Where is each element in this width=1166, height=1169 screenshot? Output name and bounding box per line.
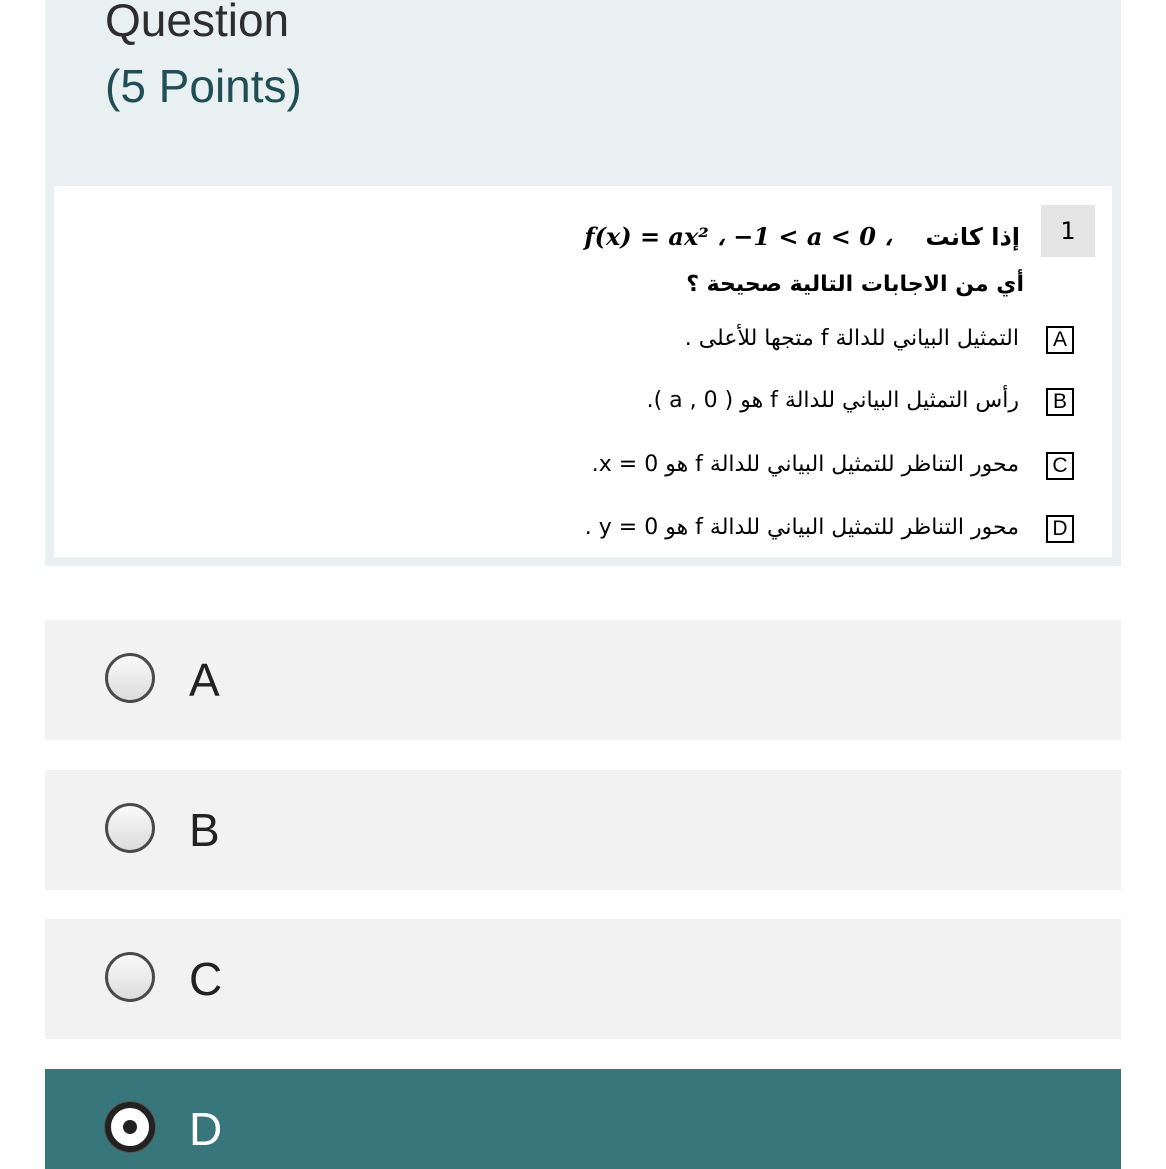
- stem-prefix: إذا كانت: [925, 223, 1020, 251]
- option-text-b: رأس التمثيل البياني للدالة f هو ( a , 0 ).: [646, 388, 1019, 413]
- radio-button-a[interactable]: [105, 653, 155, 703]
- option-text-c: محور التناظر للتمثيل البياني للدالة f هو x = 0.: [591, 452, 1019, 477]
- radio-button-d[interactable]: [105, 1102, 155, 1152]
- question-stem-line-2: أي من الاجابات التالية صحيحة ؟: [686, 272, 1024, 297]
- answer-option-a[interactable]: [45, 620, 1121, 740]
- question-points: (5 Points): [105, 60, 302, 112]
- answer-label-d: D: [189, 1103, 223, 1155]
- answer-label-a: A: [189, 654, 220, 706]
- option-box-c: C: [1046, 452, 1074, 480]
- radio-button-b[interactable]: [105, 803, 155, 853]
- question-image: [54, 186, 1112, 557]
- option-text-d: محور التناظر للتمثيل البياني للدالة f هو y = 0 .: [584, 515, 1019, 540]
- stem-math: f(x) = ax² ، −1 < a < 0 ،: [584, 222, 893, 251]
- answer-option-d[interactable]: [45, 1069, 1121, 1169]
- answer-option-b[interactable]: [45, 770, 1121, 890]
- question-card: [45, 0, 1121, 566]
- radio-button-c[interactable]: [105, 952, 155, 1002]
- option-text-a: التمثيل البياني للدالة f متجها للأعلى .: [684, 326, 1019, 351]
- answer-label-c: C: [189, 953, 223, 1005]
- question-number: 1: [1041, 205, 1095, 257]
- option-box-a: A: [1046, 326, 1074, 354]
- option-box-b: B: [1046, 388, 1074, 416]
- answer-label-b: B: [189, 804, 220, 856]
- option-box-d: D: [1046, 515, 1074, 543]
- question-title: Question: [105, 0, 290, 46]
- answer-option-c[interactable]: [45, 919, 1121, 1039]
- question-stem-line-1: [584, 222, 1020, 251]
